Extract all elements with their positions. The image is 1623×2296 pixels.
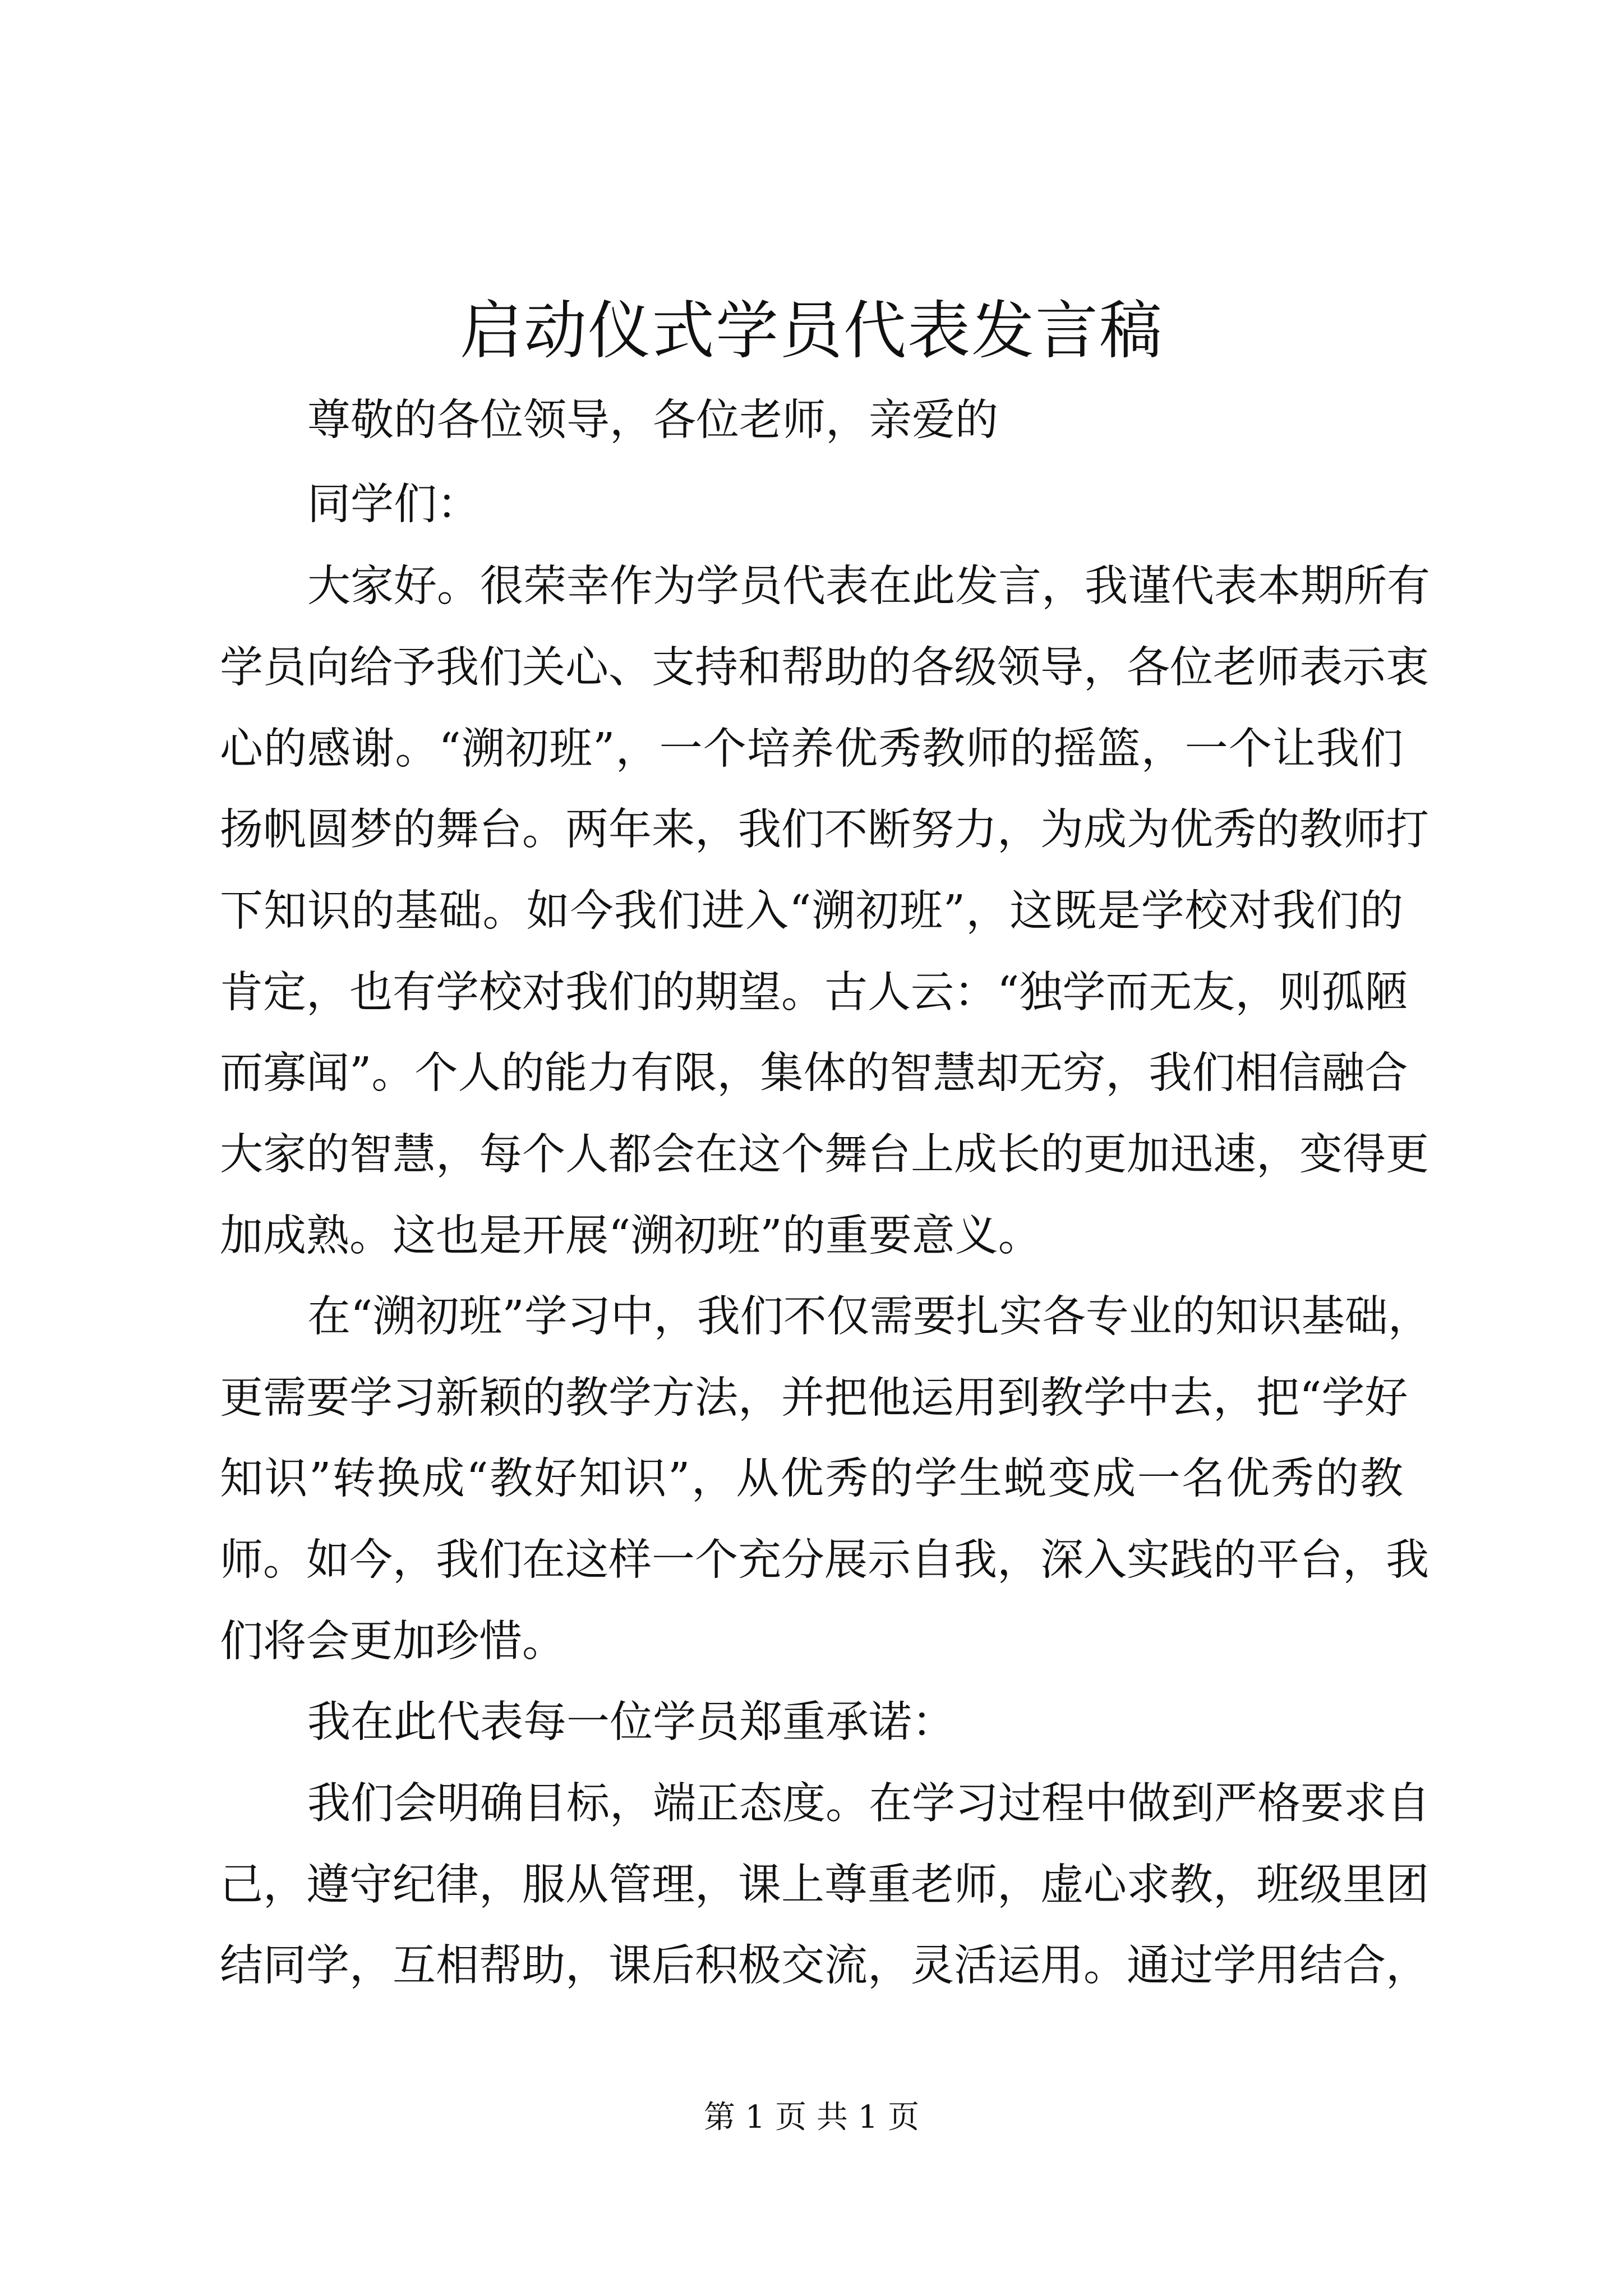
text-line-20: 结同学，互相帮助，课后积极交流，灵活运用。通过学用结合， xyxy=(220,1941,1429,1991)
document-title: 启动仪式学员代表发言稿 xyxy=(460,295,1163,367)
text-line-2: 同学们： xyxy=(307,480,480,530)
page-footer: 第 1 页 共 1 页 xyxy=(703,2099,920,2136)
text-line-15: 师。如今，我们在这样一个充分展示自我，深入实践的平台，我 xyxy=(220,1535,1429,1585)
text-line-17: 我在此代表每一位学员郑重承诺： xyxy=(307,1697,955,1747)
text-line-3: 大家好。很荣幸作为学员代表在此发言，我谨代表本期所有 xyxy=(307,562,1430,611)
text-line-8: 肯定，也有学校对我们的期望。古人云：“独学而无友，则孤陋 xyxy=(220,968,1408,1018)
text-line-5: 心的感谢。“溯初班”，一个培养优秀教师的摇篮，一个让我们 xyxy=(220,724,1403,774)
text-line-13: 更需要学习新颖的教学方法，并把他运用到教学中去，把“学好 xyxy=(220,1373,1408,1423)
text-line-12: 在“溯初班”学习中，我们不仅需要扎实各专业的知识基础， xyxy=(307,1292,1431,1342)
text-line-11: 加成熟。这也是开展“溯初班”的重要意义。 xyxy=(220,1211,1041,1261)
text-line-16: 们将会更加珍惜。 xyxy=(220,1617,565,1667)
text-line-18: 我们会明确目标，端正态度。在学习过程中做到严格要求自 xyxy=(307,1779,1430,1829)
text-line-10: 大家的智慧，每个人都会在这个舞台上成长的更加迅速，变得更 xyxy=(220,1130,1429,1180)
text-line-19: 己，遵守纪律，服从管理，课上尊重老师，虚心求教，班级里团 xyxy=(220,1860,1429,1910)
text-line-14: 知识”转换成“教好知识”，从优秀的学生蜕变成一名优秀的教 xyxy=(220,1454,1403,1504)
text-line-7: 下知识的基础。如今我们进入“溯初班”，这既是学校对我们的 xyxy=(220,886,1403,936)
text-line-9: 而寡闻”。个人的能力有限，集体的智慧却无穷，我们相信融合 xyxy=(220,1048,1408,1098)
text-line-4: 学员向给予我们关心、支持和帮助的各级领导，各位老师表示衷 xyxy=(220,643,1429,693)
text-line-6: 扬帆圆梦的舞台。两年来，我们不断努力，为成为优秀的教师打 xyxy=(220,805,1429,855)
text-line-1: 尊敬的各位领导，各位老师，亲爱的 xyxy=(307,395,998,445)
